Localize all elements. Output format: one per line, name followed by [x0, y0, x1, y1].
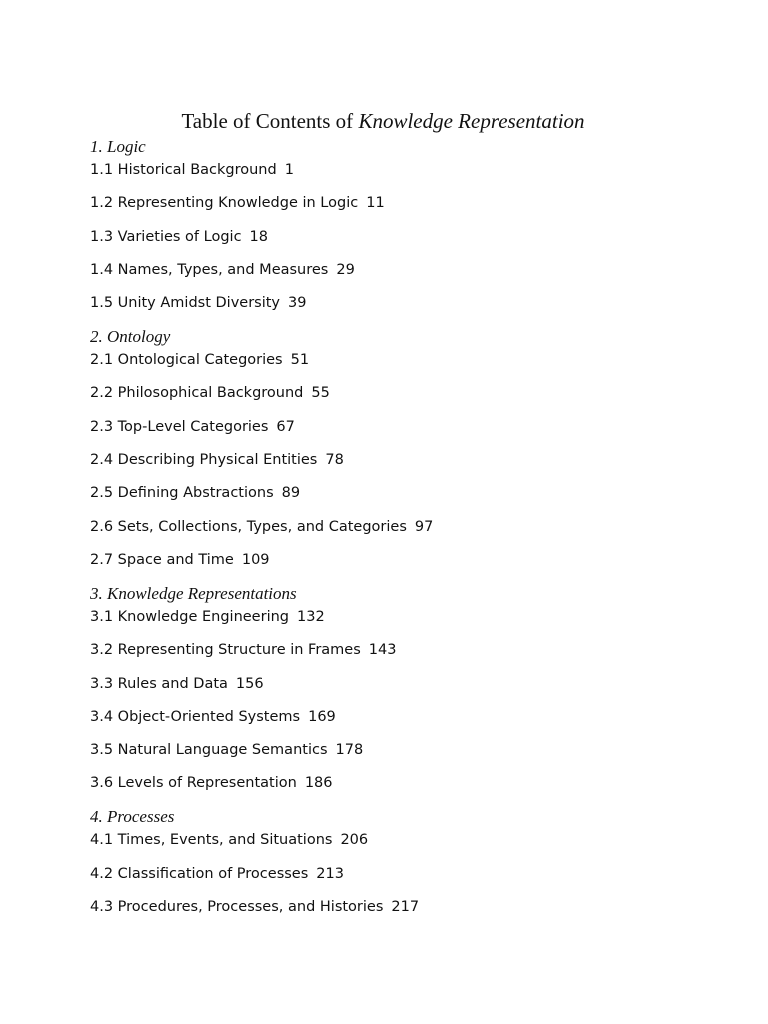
toc-entry — [90, 606, 730, 628]
toc-entry — [90, 382, 730, 404]
toc-entry-label: 3.3 Rules and Data — [90, 675, 228, 692]
toc-entry-page-number: 29 — [336, 261, 355, 278]
toc-entry — [90, 829, 730, 851]
toc-entry-page-number: 132 — [297, 608, 325, 625]
toc-entry-label: 3.2 Representing Structure in Frames — [90, 642, 361, 659]
toc-entry-page-number: 217 — [391, 899, 420, 916]
table-of-contents — [90, 135, 730, 929]
toc-entry-page-number: 178 — [335, 742, 364, 759]
section-heading: 1. Logic — [90, 137, 146, 156]
toc-entry — [90, 192, 730, 214]
toc-entry-label: 2.2 Philosophical Background — [90, 385, 304, 402]
toc-entry-label: 1.2 Representing Knowledge in Logic — [90, 195, 359, 212]
toc-entry-label: 1.4 Names, Types, and Measures — [90, 261, 329, 278]
toc-entry — [90, 549, 730, 571]
toc-entry — [90, 349, 730, 371]
toc-entry-label: 4.3 Procedures, Processes, and Histories — [90, 899, 384, 916]
toc-entry-label: 3.5 Natural Language Semantics — [90, 742, 328, 759]
toc-entry-label: 1.3 Varieties of Logic — [90, 228, 242, 245]
toc-entry-label: 1.1 Historical Background — [90, 162, 277, 178]
toc-entry-page-number: 18 — [249, 228, 268, 245]
toc-entry — [90, 863, 730, 885]
toc-entry-page-number: 51 — [290, 352, 310, 369]
toc-entry — [90, 449, 730, 471]
title-prefix: Table of Contents of — [181, 109, 359, 133]
toc-entry — [90, 416, 730, 438]
toc-entry-label: 2.1 Ontological Categories — [90, 352, 283, 369]
toc-entry-label: 4.2 Classification of Processes — [90, 865, 309, 882]
toc-entry-label: 2.6 Sets, Collections, Types, and Categories — [90, 518, 407, 535]
toc-entry-page-number: 169 — [308, 708, 336, 725]
toc-entry — [90, 739, 730, 761]
toc-entry — [90, 516, 730, 538]
toc-entry — [90, 673, 730, 695]
toc-entry-page-number: 11 — [366, 195, 385, 212]
toc-section — [90, 582, 730, 794]
toc-entry-label: 2.5 Defining Abstractions — [90, 485, 274, 502]
section-heading: 2. Ontology — [90, 327, 171, 347]
toc-entry-page-number: 143 — [368, 642, 397, 659]
toc-entry-page-number: 186 — [304, 775, 333, 792]
toc-entry-page-number: 67 — [276, 418, 295, 435]
toc-entry-label: 3.4 Object-Oriented Systems — [90, 708, 301, 725]
toc-entry-label: 3.6 Levels of Representation — [90, 775, 297, 792]
toc-entry — [90, 896, 730, 918]
toc-entry-page-number: 89 — [281, 485, 301, 502]
toc-entry-page-number: 156 — [235, 675, 264, 692]
toc-entry-label: 2.7 Space and Time — [90, 551, 234, 568]
toc-entry-page-number: 97 — [414, 518, 434, 535]
section-heading: 4. Processes — [90, 807, 175, 827]
section-heading: 3. Knowledge Representations — [90, 583, 297, 603]
toc-entry — [90, 259, 730, 281]
toc-entry-label: 2.3 Top-Level Categories — [90, 418, 269, 435]
toc-entry — [90, 226, 730, 248]
toc-entry-page-number: 55 — [311, 385, 330, 402]
toc-section — [90, 135, 730, 314]
toc-entry-label: 2.4 Describing Physical Entities — [90, 452, 318, 469]
document-title — [0, 107, 766, 135]
toc-entry — [90, 639, 730, 661]
toc-entry — [90, 482, 730, 504]
toc-entry-page-number: 1 — [284, 162, 294, 178]
toc-section — [90, 325, 730, 571]
toc-entry — [90, 706, 730, 728]
toc-entry — [90, 159, 730, 181]
toc-entry-page-number: 109 — [241, 551, 270, 568]
toc-entry-label: 3.1 Knowledge Engineering — [90, 608, 289, 625]
toc-entry — [90, 772, 730, 794]
toc-entry-page-number: 39 — [288, 295, 307, 312]
toc-entry-page-number: 206 — [340, 832, 369, 849]
title-book-name: Knowledge Representation — [358, 109, 585, 133]
toc-entry-page-number: 78 — [325, 452, 344, 469]
toc-entry-page-number: 213 — [316, 865, 344, 882]
toc-entry-label: 4.1 Times, Events, and Situations — [90, 832, 333, 849]
toc-section — [90, 805, 730, 918]
toc-entry-label: 1.5 Unity Amidst Diversity — [90, 295, 281, 312]
toc-entry — [90, 292, 730, 314]
